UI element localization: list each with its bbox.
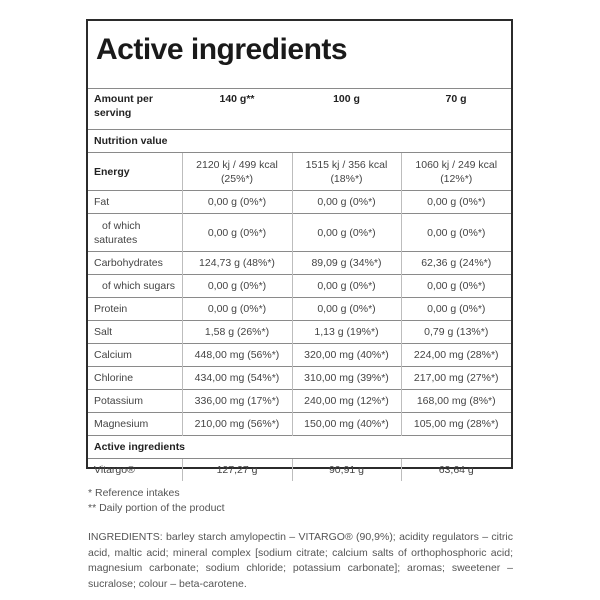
cell-100g: 0,00 g (0%*) [292,298,401,321]
cell-140g: 434,00 mg (54%*) [182,367,292,390]
row-label: Potassium [88,390,182,413]
cell-70g: 1060 kj / 249 kcal (12%*) [401,153,511,191]
section-label: Nutrition value [88,130,511,153]
cell-70g: 0,00 g (0%*) [401,275,511,298]
cell-140g: 336,00 mg (17%*) [182,390,292,413]
section-row-nutrition [88,130,511,153]
row-label: of which saturates [88,214,182,252]
cell-100g: 0,00 g (0%*) [292,275,401,298]
footnotes [88,486,225,516]
header-col-140g: 140 g** [182,89,292,130]
table-row-sugars [88,275,511,298]
cell-100g: 0,00 g (0%*) [292,191,401,214]
cell-100g: 1,13 g (19%*) [292,321,401,344]
cell-70g: 0,00 g (0%*) [401,298,511,321]
cell-140g: 127,27 g [182,459,292,482]
row-label: Carbohydrates [88,252,182,275]
cell-140g: 448,00 mg (56%*) [182,344,292,367]
cell-100g: 320,00 mg (40%*) [292,344,401,367]
cell-70g: 0,00 g (0%*) [401,191,511,214]
cell-140g: 124,73 g (48%*) [182,252,292,275]
row-label: Salt [88,321,182,344]
cell-70g: 0,00 g (0%*) [401,214,511,252]
cell-70g: 62,36 g (24%*) [401,252,511,275]
table-row-chlorine [88,367,511,390]
cell-70g: 105,00 mg (28%*) [401,413,511,436]
cell-70g: 168,00 mg (8%*) [401,390,511,413]
cell-140g: 0,00 g (0%*) [182,191,292,214]
cell-100g: 150,00 mg (40%*) [292,413,401,436]
cell-70g: 0,79 g (13%*) [401,321,511,344]
section-label: Active ingredients [88,436,511,459]
row-label: Protein [88,298,182,321]
cell-70g: 224,00 mg (28%*) [401,344,511,367]
table-row-magnesium [88,413,511,436]
row-label: Vitargo® [88,459,182,482]
nutrition-table [88,88,511,481]
row-label: Fat [88,191,182,214]
footnote-reference: * Reference intakes [88,487,180,499]
page-title: Active ingredients [96,33,348,66]
cell-140g: 2120 kj / 499 kcal (25%*) [182,153,292,191]
cell-140g: 0,00 g (0%*) [182,275,292,298]
footnote-daily: ** Daily portion of the product [88,502,225,514]
cell-140g: 0,00 g (0%*) [182,214,292,252]
cell-100g: 0,00 g (0%*) [292,214,401,252]
header-col-100g: 100 g [292,89,401,130]
header-col-70g: 70 g [401,89,511,130]
cell-100g: 240,00 mg (12%*) [292,390,401,413]
table-row-vitargo [88,459,511,482]
cell-100g: 310,00 mg (39%*) [292,367,401,390]
table-row-calcium [88,344,511,367]
row-label: Chlorine [88,367,182,390]
cell-100g: 89,09 g (34%*) [292,252,401,275]
table-row-fat [88,191,511,214]
header-amount-label: Amount per serving [88,89,182,130]
row-label: Energy [88,153,182,191]
row-label: Magnesium [88,413,182,436]
ingredients-text: INGREDIENTS: barley starch amylopectin – VITARGO® (90,9%); acidity regulators – citric acid, maltic acid; mineral complex [sodium citrate; calcium salts of orthophosphoric acid; magnesium carbonate; sodium chloride; potassium carbonate]; aromas; sweetener – sucralose; colour – beta-carotene. [88,531,513,590]
cell-70g: 217,00 mg (27%*) [401,367,511,390]
table-row-protein [88,298,511,321]
cell-140g: 210,00 mg (56%*) [182,413,292,436]
cell-70g: 63,64 g [401,459,511,482]
table-row-salt [88,321,511,344]
section-row-active [88,436,511,459]
cell-140g: 1,58 g (26%*) [182,321,292,344]
cell-100g: 90,91 g [292,459,401,482]
row-label: of which sugars [88,275,182,298]
table-row-potassium [88,390,511,413]
row-label: Calcium [88,344,182,367]
table-row-saturates [88,214,511,252]
cell-100g: 1515 kj / 356 kcal (18%*) [292,153,401,191]
table-row-carbohydrates [88,252,511,275]
table-header-row [88,89,511,130]
table-row-energy [88,153,511,191]
nutrition-panel [86,19,513,476]
cell-140g: 0,00 g (0%*) [182,298,292,321]
